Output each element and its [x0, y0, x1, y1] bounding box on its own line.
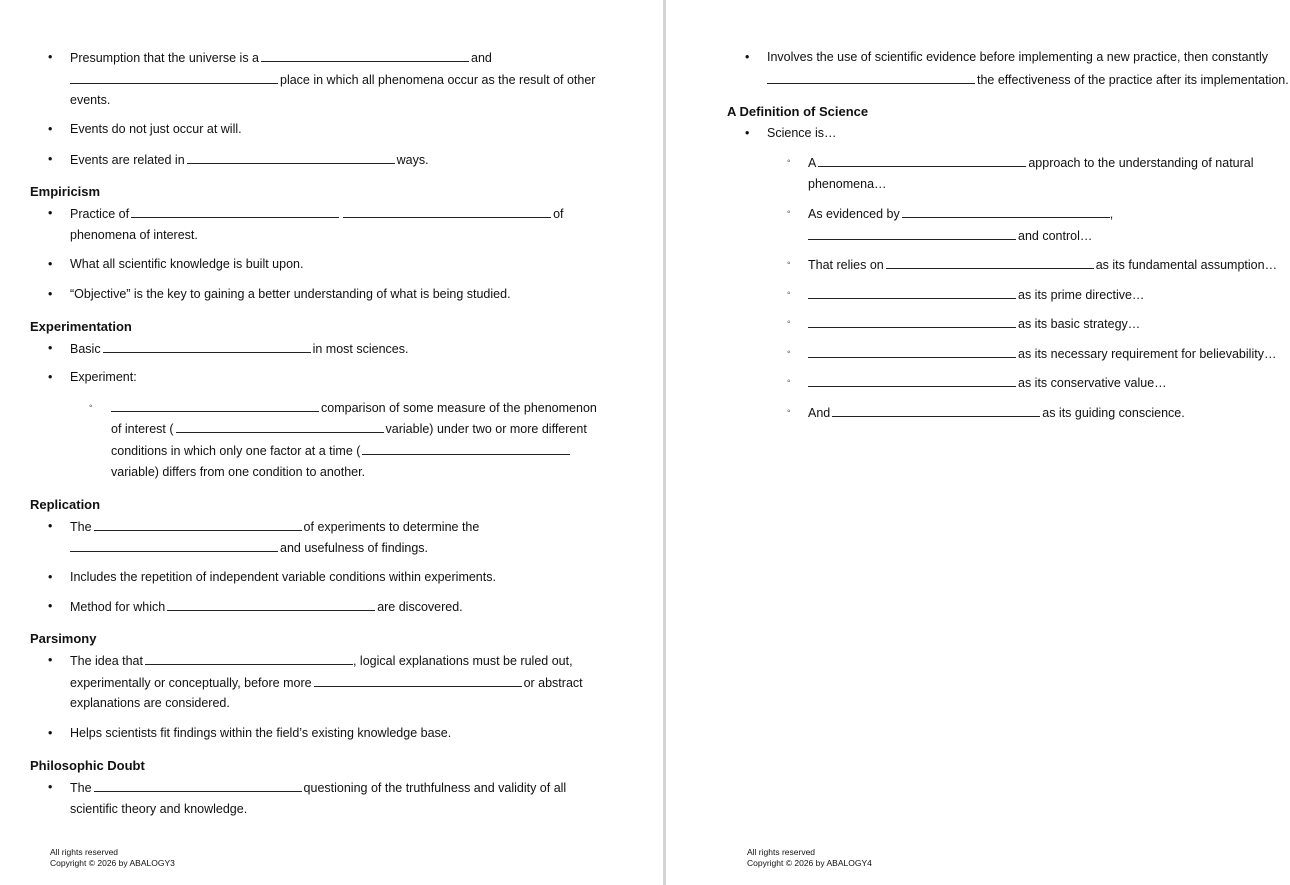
bullet-glyph: •: [48, 206, 53, 220]
experimentation-bullet-2: Experiment:: [70, 370, 137, 384]
blank-line[interactable]: [131, 205, 339, 218]
bullet-glyph: •: [745, 50, 750, 64]
sub-bullet-glyph: ◦: [89, 401, 93, 412]
bullet-glyph: •: [48, 570, 53, 584]
intro-bullet-1-line-2: place in which all phenomena occur as the result of other: [70, 71, 595, 88]
intro-bullet-1-line-1: Presumption that the universe is a and: [70, 51, 492, 65]
definition-sub-7: as its conservative value…: [808, 374, 1167, 391]
footer-rights: All rights reserved: [50, 847, 119, 857]
blank-line[interactable]: [167, 598, 375, 611]
definition-sub-2-line-1: As evidenced by ,: [808, 207, 1114, 221]
empiricism-bullet-1-line-1: Practice of of: [70, 207, 564, 221]
bullet-glyph: •: [48, 370, 53, 384]
definition-sub-1-line-2: phenomena…: [808, 177, 887, 191]
bullet-glyph: •: [48, 599, 53, 613]
replication-bullet-1-line-2: and usefulness of findings.: [70, 539, 428, 556]
blank-line[interactable]: [94, 779, 302, 792]
intro-bullet-line-2: the effectiveness of the practice after its implementation.: [767, 71, 1289, 88]
experiment-sub-line-2: of interest ( variable) under two or more different: [111, 422, 587, 436]
blank-line[interactable]: [362, 442, 570, 455]
blank-line[interactable]: [103, 340, 311, 353]
blank-line[interactable]: [832, 404, 1040, 417]
sub-bullet-glyph: ◦: [787, 156, 791, 167]
definition-sub-6: as its necessary requirement for believability…: [808, 345, 1276, 362]
blank-line[interactable]: [145, 652, 353, 665]
blank-line[interactable]: [808, 227, 1016, 240]
right-page: [666, 0, 1290, 885]
intro-bullet-1-line-3: events.: [70, 93, 111, 107]
intro-bullet-2: Events do not just occur at will.: [70, 122, 242, 136]
bullet-glyph: •: [48, 653, 53, 667]
experimentation-bullet-1: Basic in most sciences.: [70, 342, 409, 356]
replication-bullet-1-line-1: The of experiments to determine the: [70, 520, 480, 534]
blank-line[interactable]: [187, 151, 395, 164]
experiment-sub-line-3: conditions in which only one factor at a time (: [111, 442, 572, 459]
heading-experimentation: Experimentation: [30, 319, 132, 334]
bullet-glyph: •: [48, 50, 53, 64]
doubt-bullet-1-line-1: The questioning of the truthfulness and validity of all: [70, 781, 567, 795]
blank-line[interactable]: [818, 154, 1026, 167]
definition-sub-2-line-2: and control…: [808, 227, 1092, 244]
experiment-sub-line-4: variable) differs from one condition to another.: [111, 465, 366, 479]
footer-copyright: Copyright © 2026 by ABALOGY4: [747, 858, 872, 868]
empiricism-bullet-2: What all scientific knowledge is built upon.: [70, 257, 304, 271]
sub-bullet-glyph: ◦: [787, 288, 791, 299]
bullet-glyph: •: [48, 287, 53, 301]
definition-bullet-1: Science is…: [767, 126, 837, 140]
sub-bullet-glyph: ◦: [787, 376, 791, 387]
bullet-glyph: •: [48, 726, 53, 740]
definition-sub-3: That relies on as its fundamental assumption…: [808, 258, 1278, 272]
experiment-sub-line-1: comparison of some measure of the phenomenon: [111, 399, 597, 416]
blank-line[interactable]: [808, 345, 1016, 358]
bullet-glyph: •: [48, 122, 53, 136]
definition-sub-8: And as its guiding conscience.: [808, 406, 1185, 420]
heading-empiricism: Empiricism: [30, 184, 101, 199]
heading-replication: Replication: [30, 497, 101, 512]
sub-bullet-glyph: ◦: [787, 317, 791, 328]
blank-line[interactable]: [808, 315, 1016, 328]
empiricism-bullet-1-line-2: phenomena of interest.: [70, 228, 198, 242]
empiricism-bullet-3: “Objective” is the key to gaining a better understanding of what is being studied.: [70, 287, 511, 301]
bullet-glyph: •: [48, 257, 53, 271]
sub-bullet-glyph: ◦: [787, 258, 791, 269]
definition-sub-1-line-1: A approach to the understanding of natural: [808, 156, 1254, 170]
sub-bullet-glyph: ◦: [787, 347, 791, 358]
bullet-glyph: •: [48, 519, 53, 533]
doubt-bullet-1-line-2: scientific theory and knowledge.: [70, 802, 248, 816]
parsimony-bullet-1-line-3: explanations are considered.: [70, 696, 230, 710]
blank-line[interactable]: [94, 518, 302, 531]
definition-sub-4: as its prime directive…: [808, 286, 1144, 303]
replication-bullet-3: Method for which are discovered.: [70, 600, 463, 614]
footer-copyright: Copyright © 2026 by ABALOGY3: [50, 858, 175, 868]
blank-line[interactable]: [886, 256, 1094, 269]
bullet-glyph: •: [48, 341, 53, 355]
intro-bullet-line-1: Involves the use of scientific evidence before implementing a new practice, then constantly: [767, 50, 1268, 64]
blank-line[interactable]: [70, 539, 278, 552]
replication-bullet-2: Includes the repetition of independent variable conditions within experiments.: [70, 570, 496, 584]
blank-line[interactable]: [261, 49, 469, 62]
bullet-glyph: •: [48, 780, 53, 794]
bullet-glyph: •: [745, 126, 750, 140]
parsimony-bullet-1-line-1: The idea that , logical explanations must be ruled out,: [70, 654, 573, 668]
heading-philosophic-doubt: Philosophic Doubt: [30, 758, 145, 773]
sub-bullet-glyph: ◦: [787, 406, 791, 417]
bullet-glyph: •: [48, 152, 53, 166]
blank-line[interactable]: [70, 71, 278, 84]
footer-rights: All rights reserved: [747, 847, 816, 857]
blank-line[interactable]: [176, 420, 384, 433]
intro-bullet-3: Events are related in ways.: [70, 153, 429, 167]
blank-line[interactable]: [808, 374, 1016, 387]
heading-parsimony: Parsimony: [30, 631, 97, 646]
definition-sub-5: as its basic strategy…: [808, 315, 1140, 332]
heading-definition-of-science: A Definition of Science: [727, 104, 869, 119]
blank-line[interactable]: [767, 71, 975, 84]
blank-line[interactable]: [111, 399, 319, 412]
parsimony-bullet-1-line-2: experimentally or conceptually, before more or abstract: [70, 676, 583, 690]
blank-line[interactable]: [902, 205, 1110, 218]
blank-line[interactable]: [808, 286, 1016, 299]
parsimony-bullet-2: Helps scientists fit findings within the field’s existing knowledge base.: [70, 726, 452, 740]
blank-line[interactable]: [343, 205, 551, 218]
blank-line[interactable]: [314, 674, 522, 687]
sub-bullet-glyph: ◦: [787, 207, 791, 218]
